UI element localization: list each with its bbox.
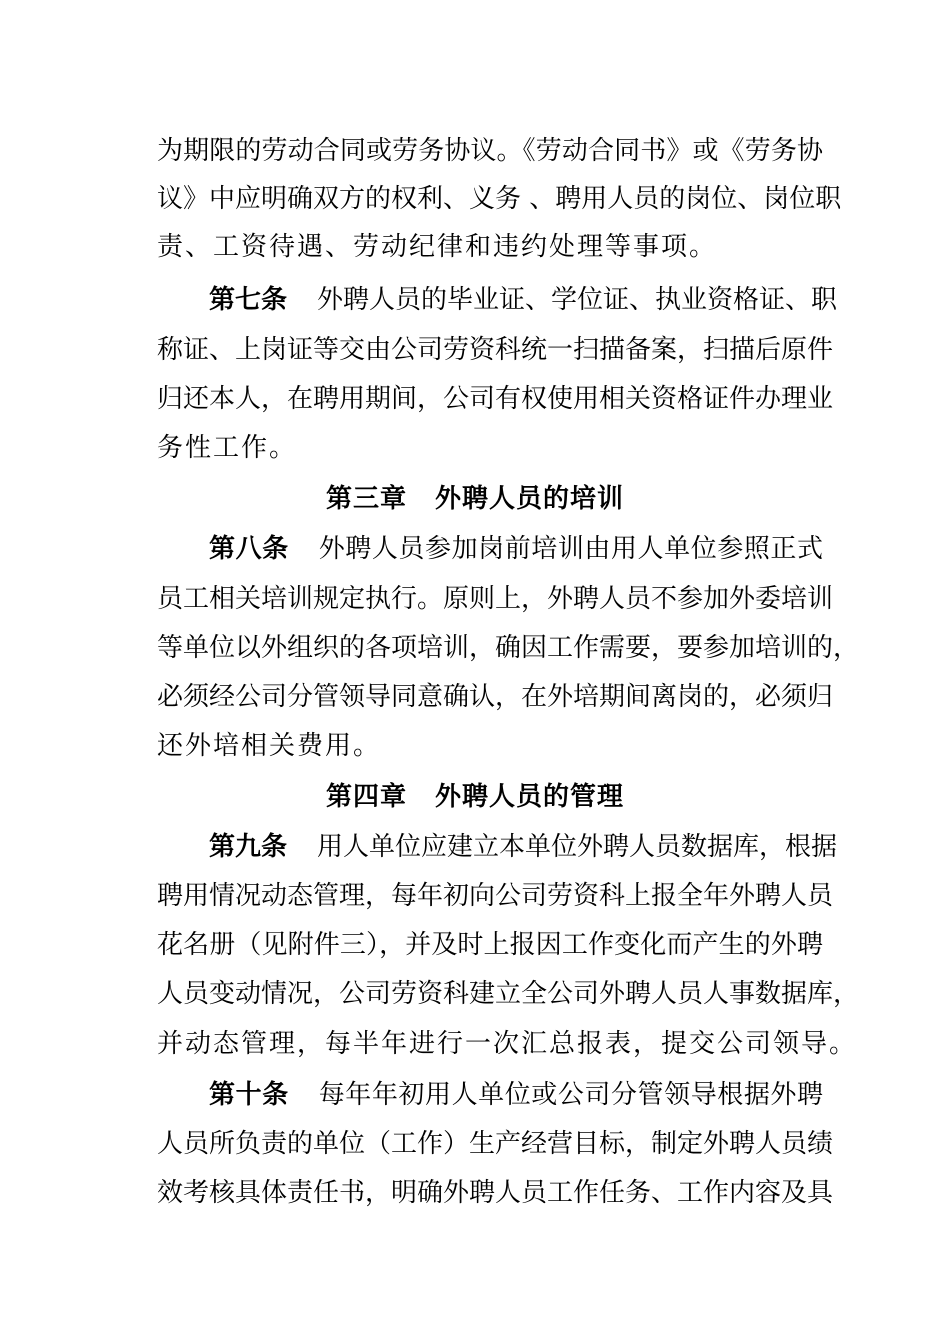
article-7-first-line [209,279,838,321]
chapter-3-heading [0,478,950,520]
article-8-line: 员工相关培训规定执行。原则上，外聘人员不参加外委培训 [157,584,834,614]
article-10-label: 第十条 [209,1080,289,1110]
article-8-label: 第八条 [209,534,289,564]
article-9-first-line [209,826,838,868]
article-7-line: 归还本人，在聘用期间，公司有权使用相关资格证件办理业 [157,384,834,414]
article-7-text: 外聘人员的毕业证、学位证、执业资格证、职 [317,285,838,315]
chapter-4-number: 第四章 [325,782,407,812]
article-9-line: 并动态管理，每半年进行一次汇总报表，提交公司领导。 [157,1029,858,1059]
article-9-label: 第九条 [209,832,288,862]
article-9-line: 人员变动情况，公司劳资科建立全公司外聘人员人事数据库， [157,979,860,1009]
paragraph-line: 为期限的劳动合同或劳务协议。《劳动合同书》或《劳务协 [157,136,823,166]
article-10-line: 人员所负责的单位（工作）生产经营目标，制定外聘人员绩 [157,1129,834,1159]
article-8-first-line [209,528,823,570]
chapter-4-heading [0,776,950,818]
article-7-line: 称证、上岗证等交由公司劳资科统一扫描备案，扫描后原件 [157,335,834,365]
article-9-text: 用人单位应建立本单位外聘人员数据库，根据 [317,832,838,862]
article-7-label: 第七条 [209,285,288,315]
paragraph-line: 议》中应明确双方的权利、义务 、聘用人员的岗位、岗位职 [157,184,842,214]
paragraph-line: 责、工资待遇、劳动纪律和违约处理等事项。 [157,232,718,262]
article-10-text: 每年年初用人单位或公司分管领导根据外聘 [318,1080,823,1110]
article-8-line: 必须经公司分管领导同意确认，在外培期间离岗的，必须归 [157,682,834,712]
article-8-line: 等单位以外组织的各项培训，确因工作需要，要参加培训的， [157,633,860,663]
article-8-line: 还外培相关费用。 [157,731,382,761]
article-9-line: 聘用情况动态管理，每年初向公司劳资科上报全年外聘人员 [157,881,834,911]
article-10-first-line [209,1074,823,1116]
article-9-line: 花名册（见附件三），并及时上报因工作变化而产生的外聘 [157,930,823,960]
chapter-3-number: 第三章 [325,484,407,514]
article-8-text: 外聘人员参加岗前培训由用人单位参照正式 [318,534,823,564]
article-10-line: 效考核具体责任书，明确外聘人员工作任务、工作内容及具 [157,1178,834,1208]
article-7-line: 务性工作。 [157,433,298,463]
chapter-4-title: 外聘人员的管理 [435,782,625,812]
chapter-3-title: 外聘人员的培训 [435,484,625,514]
